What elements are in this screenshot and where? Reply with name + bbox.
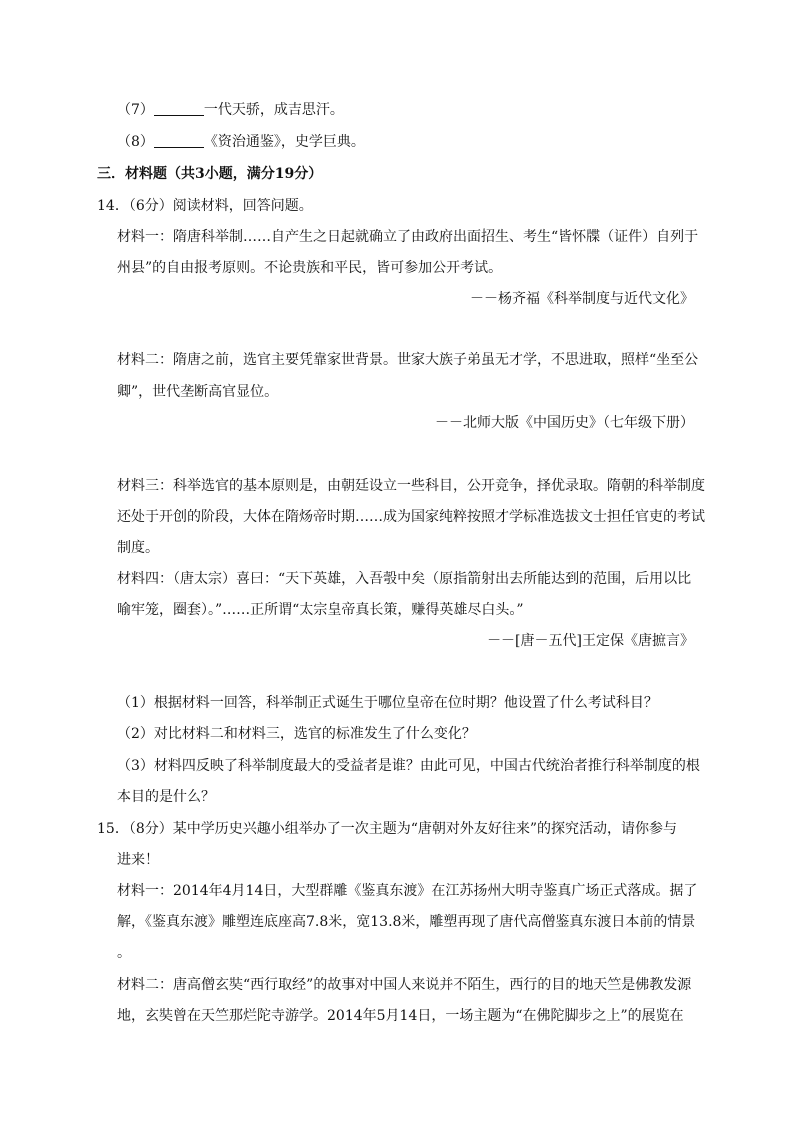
fill-item-text: 一代天骄，成吉思汗。 <box>203 102 344 118</box>
q15-material-1-line-3: 。 <box>117 945 131 961</box>
q14-material-3-line-3: 制度。 <box>117 540 159 556</box>
q14-subquestion-1: （1）根据材料一回答，科举制正式诞生于哪位皇帝在位时期？他设置了什么考试科目？ <box>117 695 658 711</box>
q15-material-1-line-1: 材料一：2014年4月14日，大型群雕《鉴真东渡》在江苏扬州大明寺鉴真广场正式落成。据了 <box>117 883 698 899</box>
q14-material-2-line-1: 材料二：隋唐之前，选官主要凭靠家世背景。世家大族子弟虽无才学，不思进取，照样“坐至公 <box>117 352 699 368</box>
q14-material-1-source: －－杨齐福《科举制度与近代文化》 <box>470 291 694 307</box>
q14-subquestion-3-line-2: 本目的是什么？ <box>117 789 215 805</box>
question-14-header: 14．（6分）阅读材料，回答问题。 <box>97 198 313 214</box>
q14-subquestion-3-line-1: （3）材料四反映了科举制度最大的受益者是谁？由此可见，中国古代统治者推行科举制度的根 <box>117 758 700 774</box>
question-15-header-line-1: 15．（8分）某中学历史兴趣小组举办了一次主题为“唐朝对外友好往来”的探究活动，请你参与 <box>97 821 678 837</box>
q15-material-2-line-2: 地，玄奘曾在天竺那烂陀寺游学。2014年5月14日，一场主题为“在佛陀脚步之上”的展览在 <box>117 1008 684 1024</box>
q15-material-2-line-1: 材料二：唐高僧玄奘“西行取经”的故事对中国人来说并不陌生，西行的目的地天竺是佛教发源 <box>117 977 692 993</box>
q14-material-2-line-2: 卿”，世代垄断高官显位。 <box>117 384 279 400</box>
q14-material-3-line-1: 材料三：科举选官的基本原则是，由朝廷设立一些科目，公开竞争，择优录取。隋朝的科举制度 <box>117 478 705 494</box>
q14-material-3-line-2: 还处于开创的阶段，大体在隋炀帝时期……成为国家纯粹按照才学标准选拔文士担任官吏的考试 <box>117 509 705 525</box>
question-15-header-line-2: 进来！ <box>117 852 159 868</box>
section-heading: 三．材料题（共3小题，满分19分） <box>97 166 323 182</box>
answer-blank <box>154 101 204 116</box>
q14-material-2-source: －－北师大版《中国历史》（七年级下册） <box>435 415 694 431</box>
q14-material-4-line-1: 材料四：（唐太宗）喜曰：“天下英雄，入吾彀中矣（原指箭射出去所能达到的范围，后用以比 <box>117 571 692 587</box>
q15-material-1-line-2: 解，《鉴真东渡》雕塑连底座高7.8米，宽13.8米，雕塑再现了唐代高僧鉴真东渡日本前的情景 <box>117 914 696 930</box>
q14-material-1-line-2: 州县”的自由报考原则。不论贵族和平民，皆可参加公开考试。 <box>117 260 503 276</box>
q14-material-4-line-2: 喻牢笼，圈套）。”……正所谓“太宗皇帝真长策，赚得英雄尽白头。” <box>117 602 524 618</box>
q14-material-4-source: －－[唐－五代]王定保《唐摭言》 <box>487 633 694 649</box>
q14-subquestion-2: （2）对比材料二和材料三，选官的标准发生了什么变化？ <box>117 726 476 742</box>
fill-item-text: 《资治通鉴》，史学巨典。 <box>203 134 365 150</box>
fill-item-number: （7） <box>117 102 154 118</box>
fill-item-8 <box>117 132 365 152</box>
fill-item-7 <box>117 100 344 120</box>
answer-blank <box>154 133 204 148</box>
q14-material-1-line-1: 材料一：隋唐科举制……自产生之日起就确立了由政府出面招生、考生“皆怀牒（证件）自列于 <box>117 229 699 245</box>
fill-item-number: （8） <box>117 134 154 150</box>
